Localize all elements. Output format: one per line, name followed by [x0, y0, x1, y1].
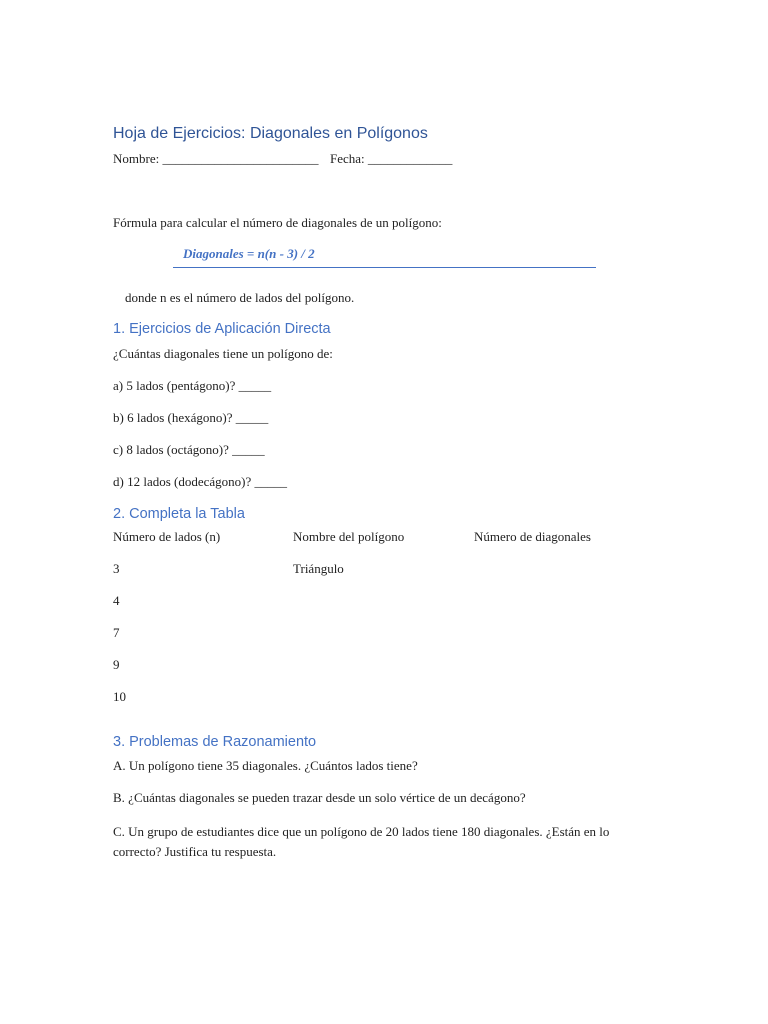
problem-a: A. Un polígono tiene 35 diagonales. ¿Cuántos lados tiene?: [113, 758, 418, 773]
table-header-diagonals: Número de diagonales: [474, 529, 591, 544]
section-1-heading: 1. Ejercicios de Aplicación Directa: [113, 321, 331, 337]
formula-note: donde n es el número de lados del polígono.: [125, 290, 355, 305]
section-2-heading: 2. Completa la Tabla: [113, 506, 245, 522]
page-title: Hoja de Ejercicios: Diagonales en Polígonos: [113, 125, 428, 142]
problem-b: B. ¿Cuántas diagonales se pueden trazar desde un solo vértice de un decágono?: [113, 790, 526, 805]
formula: Diagonales = n(n - 3) / 2: [183, 246, 315, 261]
exercise-item-d: d) 12 lados (dodecágono)? _____: [113, 474, 288, 489]
table-cell-sides: 3: [113, 561, 120, 576]
table-cell-sides: 7: [113, 625, 120, 640]
section-1-prompt: ¿Cuántas diagonales tiene un polígono de:: [113, 346, 333, 361]
date-field: Fecha: _____________: [330, 151, 453, 166]
problem-c: C. Un grupo de estudiantes dice que un polígono de 20 lados tiene 180 diagonales. ¿Están en lo correcto? Justifica tu respuesta.: [113, 824, 610, 859]
table-cell-sides: 9: [113, 657, 120, 672]
name-field: Nombre: ________________________: [113, 151, 319, 166]
formula-underline: [173, 267, 596, 268]
table-header-name: Nombre del polígono: [293, 529, 405, 544]
section-3-heading: 3. Problemas de Razonamiento: [113, 734, 317, 750]
exercise-item-c: c) 8 lados (octágono)? _____: [113, 442, 265, 457]
table-cell-name: Triángulo: [293, 561, 344, 576]
table-cell-sides: 4: [113, 593, 120, 608]
exercise-item-b: b) 6 lados (hexágono)? _____: [113, 410, 269, 425]
exercise-item-a: a) 5 lados (pentágono)? _____: [113, 378, 272, 393]
formula-intro: Fórmula para calcular el número de diagonales de un polígono:: [113, 215, 442, 230]
table-cell-sides: 10: [113, 689, 126, 704]
table-header-sides: Número de lados (n): [113, 529, 221, 544]
